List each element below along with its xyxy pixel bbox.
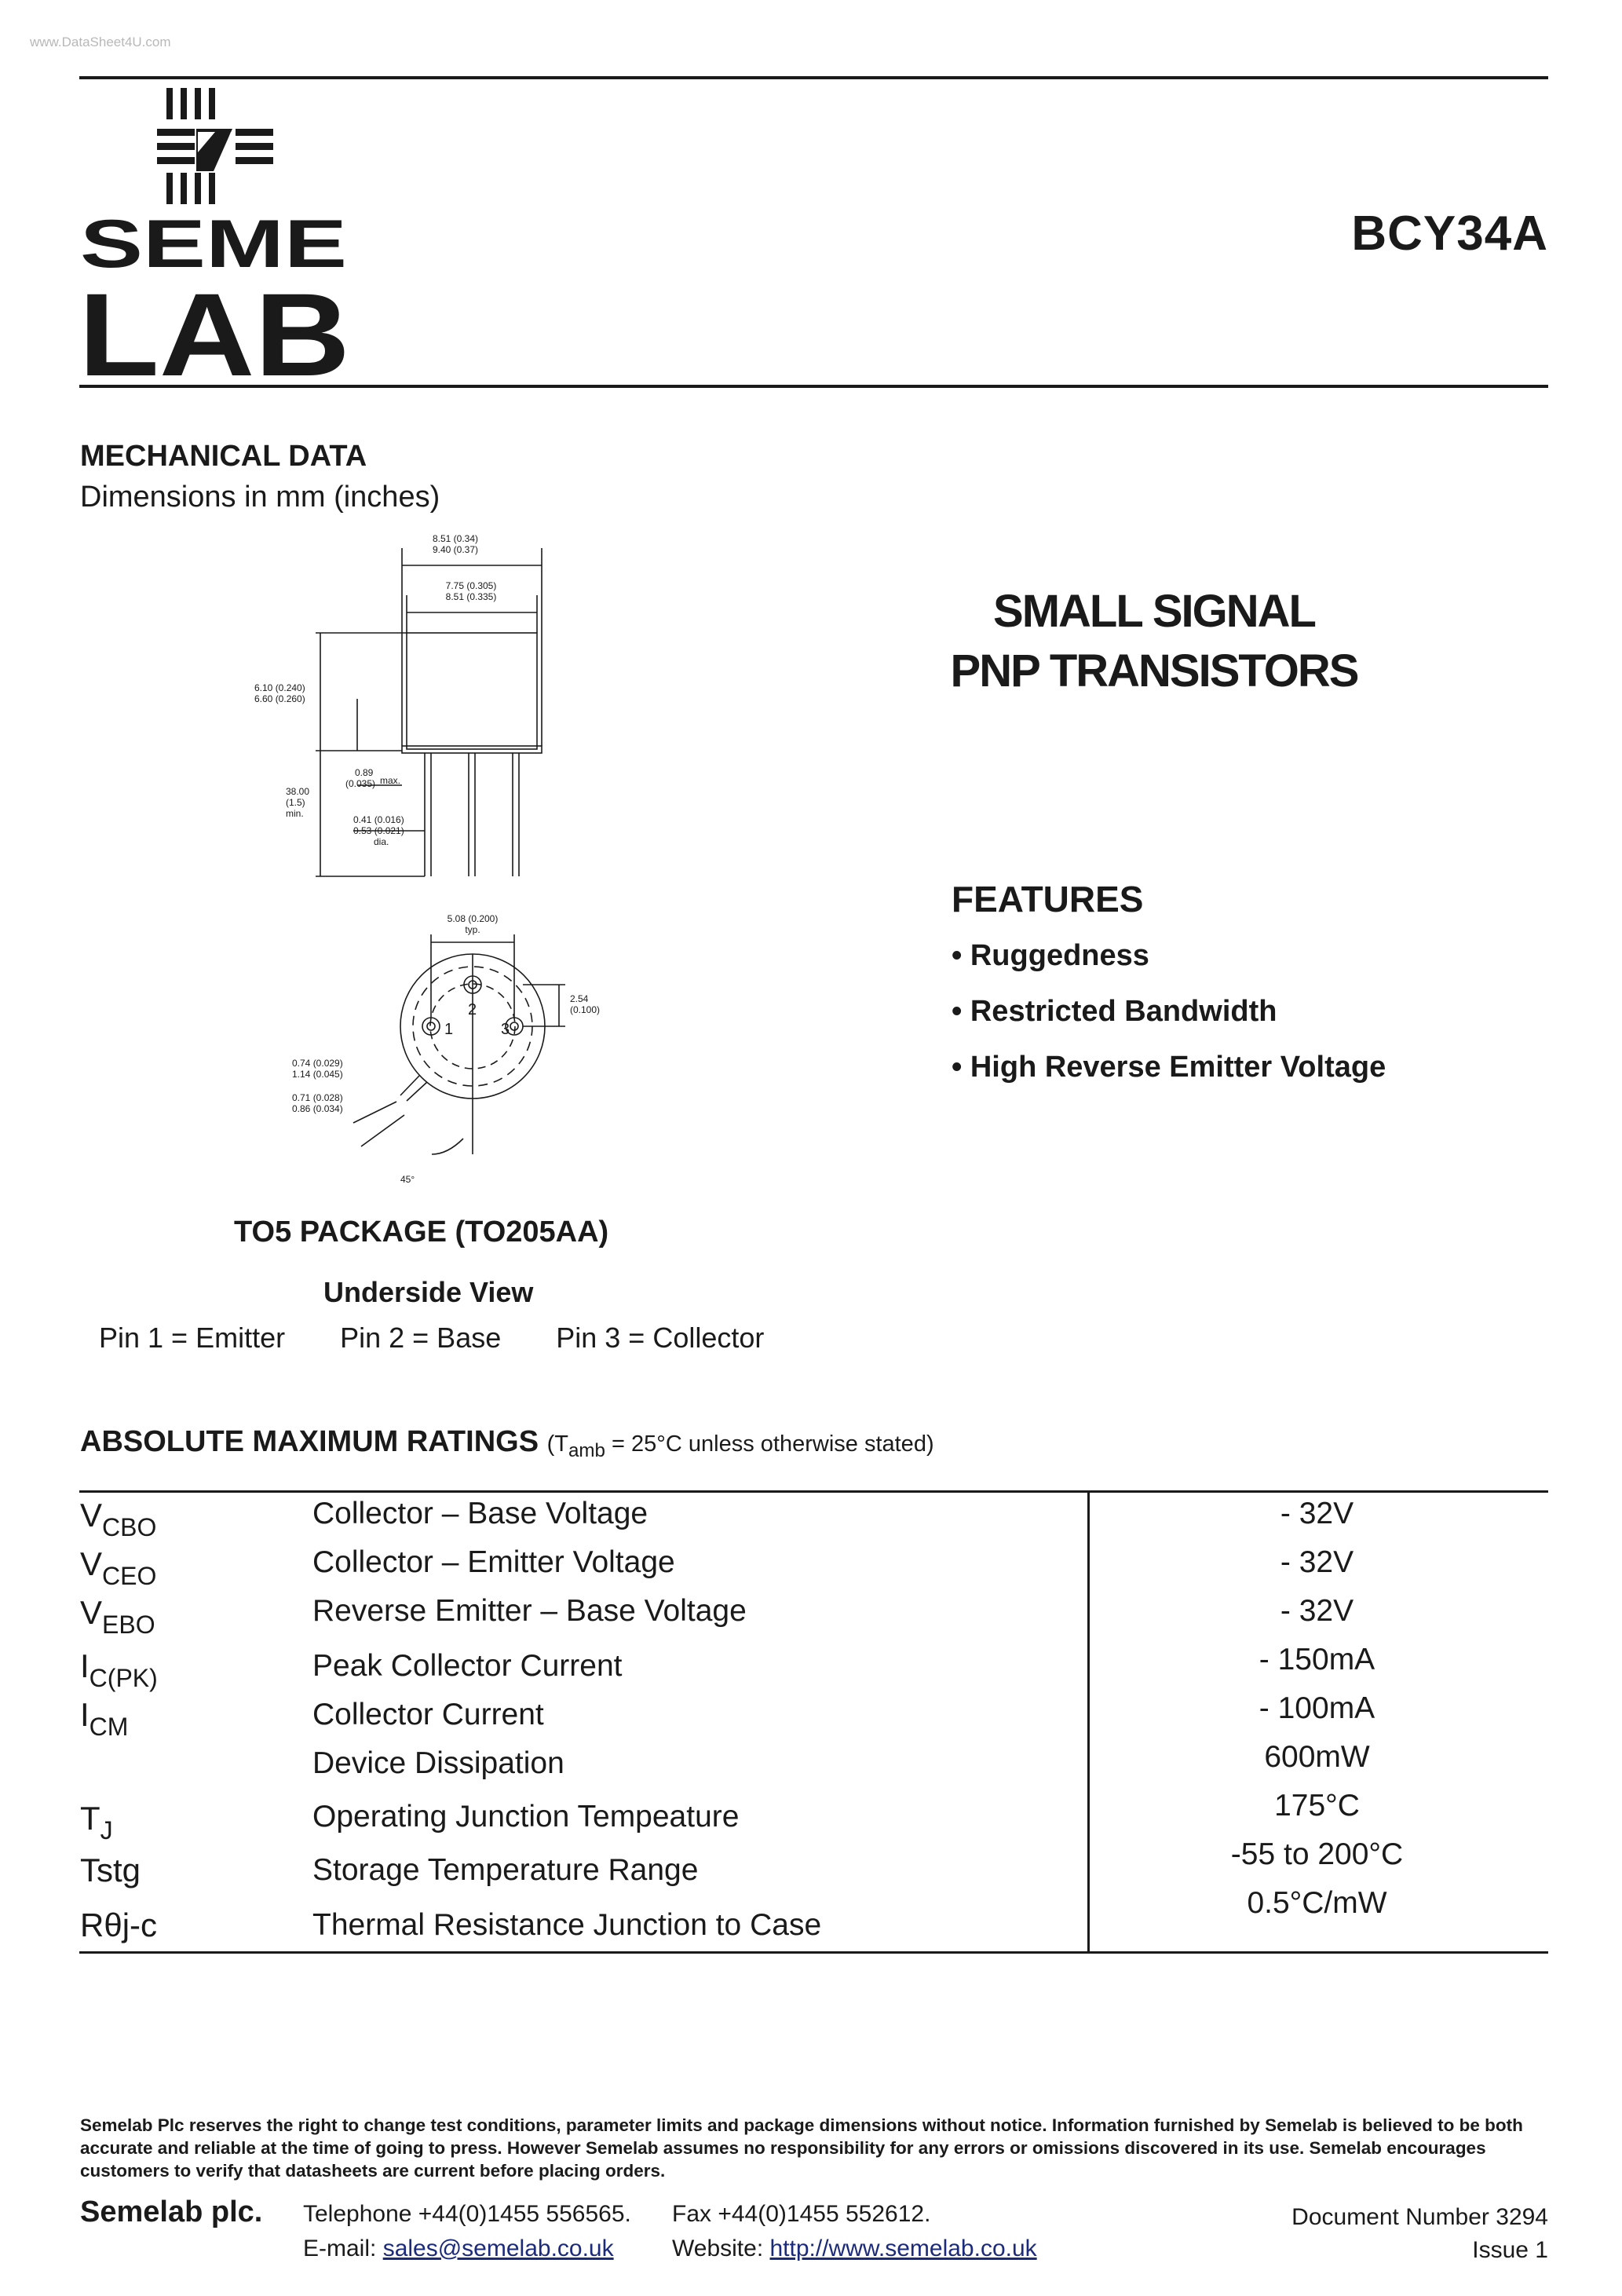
rating-value: - 32V [1280, 1545, 1354, 1579]
pin-assignments [99, 1322, 764, 1355]
ratings-condition: ($T_{amb} = 25^\circ C$ unless otherwise stated) [546, 1431, 934, 1461]
dim-i2: 1.14 (0.045) [292, 1069, 343, 1080]
rating-symbol: $T_J$ [80, 1800, 113, 1844]
header-top-rule [79, 76, 1548, 79]
dim-f2: 0.53 (0.021) [353, 825, 404, 836]
dim-e2: (0.035) [345, 778, 376, 789]
pin-2-assignment: Pin 2 = Base [340, 1322, 502, 1354]
company-name: Semelab plc. [80, 2195, 263, 2228]
rating-parameter: Operating Junction Tempeature [312, 1800, 740, 1834]
rating-symbol: Rθj-c [80, 1907, 158, 1943]
dim-a1: 8.51 (0.34) [432, 533, 479, 544]
ratings-table-bottom-rule [79, 1951, 1548, 1954]
dim-c1: 6.10 (0.240) [254, 682, 305, 693]
header-bottom-rule [79, 385, 1548, 388]
dim-j1: 0.71 (0.028) [292, 1092, 343, 1103]
logo-grid-mark [157, 88, 273, 204]
feature-item: • Restricted Bandwidth [952, 995, 1277, 1028]
dim-f1: 0.41 (0.016) [353, 814, 404, 825]
rating-value: -55 to 200°C [1230, 1837, 1404, 1871]
dim-h2: (0.100) [570, 1004, 601, 1015]
dim-b2: 8.51 (0.335) [445, 591, 497, 602]
dim-j2: 0.86 (0.034) [292, 1103, 343, 1114]
dim-h1: 2.54 [570, 993, 589, 1004]
rating-value: 175°C [1274, 1789, 1360, 1823]
logo-text-seme: SEME [80, 207, 347, 282]
dim-d1: 38.00 [286, 786, 310, 797]
rating-value: - 32V [1280, 1594, 1354, 1628]
rating-parameter: Peak Collector Current [312, 1649, 623, 1683]
rating-symbol: Tstg [80, 1852, 141, 1888]
rating-symbol: $V_{EBO}$ [80, 1594, 155, 1639]
ratings-title: ABSOLUTE MAXIMUM RATINGS [80, 1425, 539, 1458]
email-link[interactable]: sales@semelab.co.uk [382, 2236, 614, 2261]
product-title-line2: PNP TRANSISTORS [950, 645, 1358, 696]
product-title-line1: SMALL SIGNAL [993, 586, 1315, 637]
pin-1-label: 1 [444, 1021, 454, 1038]
rating-value: - 100mA [1259, 1691, 1375, 1725]
pin-2-label: 2 [468, 1001, 477, 1018]
dim-e3: max. [380, 775, 401, 786]
dim-d2: (1.5) [286, 797, 305, 808]
mechanical-drawing [236, 526, 612, 1217]
rating-symbol: $V_{CEO}$ [80, 1545, 157, 1590]
dim-g2: typ. [465, 924, 480, 935]
fax: Fax +44(0)1455 552612. [672, 2201, 931, 2227]
disclaimer: Semelab Plc reserves the right to change test conditions, parameter limits and package dimensions without notice. Information furnished by Semelab is believed to be both accurate and reliable at the time of going to press. However Semelab assumes no responsibility for any errors or omissions discovered in its use. Semelab encourages customers to verify that datasheets are current before placing orders. [80, 2115, 1523, 2181]
dim-i1: 0.74 (0.029) [292, 1058, 343, 1069]
rating-parameter: Collector – Base Voltage [312, 1497, 648, 1530]
package-name: TO5 PACKAGE (TO205AA) [234, 1216, 609, 1249]
dim-b1: 7.75 (0.305) [445, 580, 497, 591]
angle-label: 45° [400, 1174, 415, 1185]
ratings-heading [80, 1425, 934, 1462]
dim-f3: dia. [374, 836, 389, 847]
rating-value: 0.5°C/mW [1247, 1886, 1387, 1920]
package-view: Underside View [323, 1276, 534, 1308]
document-number: Document Number 3294 [1291, 2204, 1548, 2230]
semelab-logo [79, 85, 353, 383]
rating-parameter: Thermal Resistance Junction to Case [312, 1908, 822, 1942]
mechanical-data-subtitle: Dimensions in mm (inches) [80, 481, 440, 514]
watermark: www.DataSheet4U.com [30, 35, 171, 49]
rating-parameter: Storage Temperature Range [312, 1853, 699, 1887]
ratings-table-divider [1087, 1490, 1090, 1954]
rating-value: - 32V [1280, 1497, 1354, 1530]
rating-parameter: Collector Current [312, 1698, 544, 1731]
logo-text-lab: LAB [79, 269, 350, 383]
mechanical-data-title: MECHANICAL DATA [80, 440, 367, 473]
ratings-table-top-rule [79, 1490, 1548, 1493]
rating-parameter: Collector – Emitter Voltage [312, 1545, 675, 1579]
dim-g1: 5.08 (0.200) [447, 913, 499, 924]
part-number: BCY34A [1351, 207, 1548, 261]
website-line: Website: http://www.semelab.co.uk [672, 2236, 1037, 2261]
telephone: Telephone +44(0)1455 556565. [303, 2201, 631, 2227]
dim-e1: 0.89 [355, 767, 374, 778]
dim-a2: 9.40 (0.37) [432, 544, 479, 555]
rating-parameter: Device Dissipation [312, 1746, 564, 1780]
rating-parameter: Reverse Emitter – Base Voltage [312, 1594, 747, 1628]
pin-3-assignment: Pin 3 = Collector [556, 1322, 765, 1354]
rating-value: 600mW [1264, 1740, 1370, 1774]
pin-3-label: 3 [501, 1021, 510, 1038]
website-link[interactable]: http://www.semelab.co.uk [769, 2236, 1037, 2261]
pin-1-assignment: Pin 1 = Emitter [99, 1322, 286, 1354]
features-list [952, 939, 1386, 1106]
rating-symbol: $I_{C(PK)}$ [80, 1647, 158, 1692]
rating-symbol: $I_{CM}$ [80, 1696, 129, 1741]
features-title: FEATURES [952, 879, 1144, 919]
can-body [407, 633, 537, 749]
dim-c2: 6.60 (0.260) [254, 693, 305, 704]
feature-item: • High Reverse Emitter Voltage [952, 1051, 1386, 1084]
issue-number: Issue 1 [1472, 2237, 1548, 2263]
rating-value: - 150mA [1259, 1643, 1375, 1676]
rating-symbol: $V_{CBO}$ [80, 1497, 157, 1541]
email-line: E-mail: sales@semelab.co.uk [303, 2236, 614, 2261]
feature-item: • Ruggedness [952, 939, 1149, 972]
dim-d3: min. [286, 808, 304, 819]
